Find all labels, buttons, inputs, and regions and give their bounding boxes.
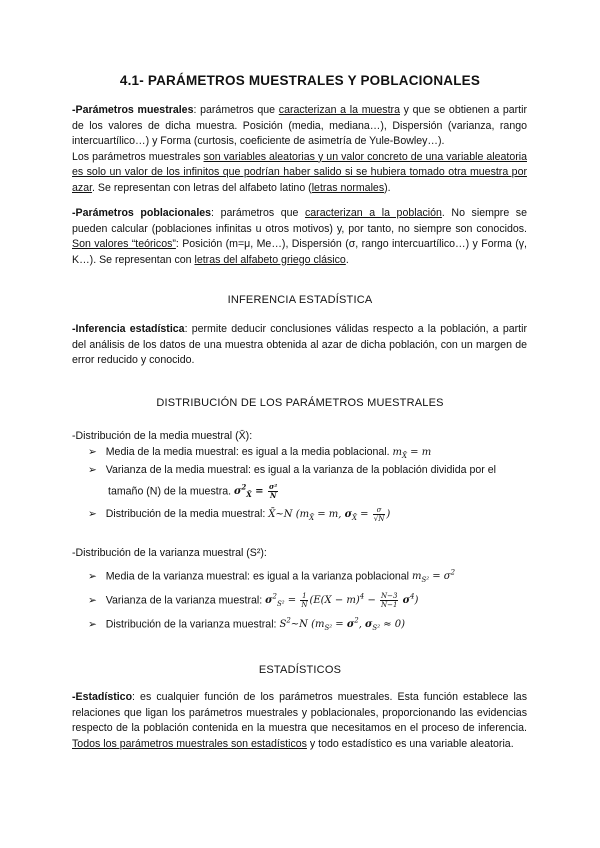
paragraph-inferencia [72,322,527,369]
underlined-text: son variables aleatorias y un valor concreto de una variable aleatoria es solo un valor de los infinitos que podrían haber salido si se hubiera tomado otra muestra por azar [72,150,527,194]
paragraph-parametros-muestrales [72,103,527,196]
bullet-text: Varianza de la media muestral: es igual a la varianza de la población dividida por el [105,464,496,476]
text: ). [384,181,391,194]
paragraph-estadistico [72,690,527,752]
term: -Parámetros muestrales [72,104,194,116]
bullet-media-1 [88,445,431,464]
term: -Parámetros poblacionales [72,207,212,219]
section-heading-distribucion: DISTRIBUCIÓN DE LOS PARÁMETROS MUESTRALES [156,397,444,409]
text: . Se representan con letras del alfabeto latino ( [92,181,312,194]
bullet-media-3 [88,506,390,526]
section-heading-estadisticos: ESTADÍSTICOS [258,664,342,676]
text: . No siempre se pueden calcular (poblaciones infinitas u otros motivos) y, por tanto, no siempre son conocidos. [72,207,527,235]
text: y todo estadístico es una variable aleatoria. [306,737,514,750]
term: -Estadístico [72,691,133,703]
underlined-text: caracterizan a la muestra [278,104,400,116]
text: . [345,253,349,266]
text: y que se obtienen a partir de los valores de dicha muestra. Posición (media, mediana…), Dispersión (varianza, rango intercuartílico…) y Forma (curtosis, coeficiente de asimetría de Yule-Bowley…). [72,104,527,147]
bullet-media-2 [88,463,496,478]
underlined-text: letras normales [311,181,385,194]
arrow-bullet-icon: ➢ [88,570,97,583]
arrow-bullet-icon: ➢ [88,446,97,458]
text: : parámetros que [211,207,305,219]
formula: $\sigma^2_{S^2}$ = $\frac{1}{N}$ ($E(X - m)^4$ − $\frac{N-3}{N-1}$ $\sigma^4$) [265,592,419,610]
underlined-text: Todos los parámetros muestrales son estadísticos [72,737,307,750]
underlined-text: Son valores “teóricos” [72,238,176,250]
bullet-text: Media de la varianza muestral: es igual a la varianza poblacional [105,570,410,583]
formula: $S^2\sim N$ ($m_{S^2} = \sigma^2$, $\sigma_{S^2} \approx 0$) [279,617,406,633]
arrow-bullet-icon: ➢ [88,618,97,631]
bullet-text: Distribución de la media muestral: [105,508,266,520]
section-heading-inferencia: INFERENCIA ESTADÍSTICA [227,294,373,306]
bullet-text: Media de la media muestral: es igual a la media poblacional. [105,446,390,458]
bullet-varianza-1 [88,566,455,588]
bullet-text: Varianza de la varianza muestral: [105,594,263,607]
underlined-text: caracterizan a la población [304,207,442,219]
underlined-text: letras del alfabeto griego clásico [194,253,346,266]
text: : Posición (m=μ, Me…), Dispersión (σ, rango intercuartílico…) y Forma (γ, K…). Se representan con [72,238,527,266]
text: : parámetros que [193,104,279,116]
varianza-intro: -Distribución de la varianza muestral (S²): [72,547,267,559]
formula: $m_{S^2} = \sigma^2$ [411,569,456,585]
bullet-media-2-cont [108,480,279,502]
bullet-text: tamaño (N) de la muestra. [108,485,232,498]
bullet-varianza-2 [88,590,418,612]
formula: $m_{X̄} = m$ [392,447,432,460]
bullet-varianza-3 [88,614,405,636]
text: Los parámetros muestrales [72,150,204,163]
media-intro: -Distribución de la media muestral (X̄): [72,430,253,442]
arrow-bullet-icon: ➢ [88,464,97,476]
arrow-bullet-icon: ➢ [88,594,97,607]
text: : permite deducir conclusiones válidas respecto a la población, a partir del análisis de los datos de una muestra obtenida al azar de dicha población, con un margen de error reducido y conocido. [72,323,528,366]
paragraph-parametros-poblacionales [72,206,527,268]
text: : es cualquier función de los parámetros muestrales. Esta función establece las relaciones que ligan los parámetros muestrales y poblacionales, proporcionando las evidencias respecto de la población contenida en la muestra que necesitamos en el proceso de inferencia. [72,691,527,734]
page-title: 4.1- PARÁMETROS MUESTRALES Y POBLACIONALES [119,73,481,88]
formula: $\sigma^2_{X̄}$ = $\frac{\text{σ²}}{N}$ [234,482,278,501]
term: -Inferencia estadística [72,323,185,335]
formula: X̄~N ($m_{X̄} = m$, $\sigma_{X̄}$ = $\frac{\sigma}{√N}$ ) [268,506,391,523]
arrow-bullet-icon: ➢ [88,508,97,520]
bullet-text: Distribución de la varianza muestral: [105,618,277,631]
